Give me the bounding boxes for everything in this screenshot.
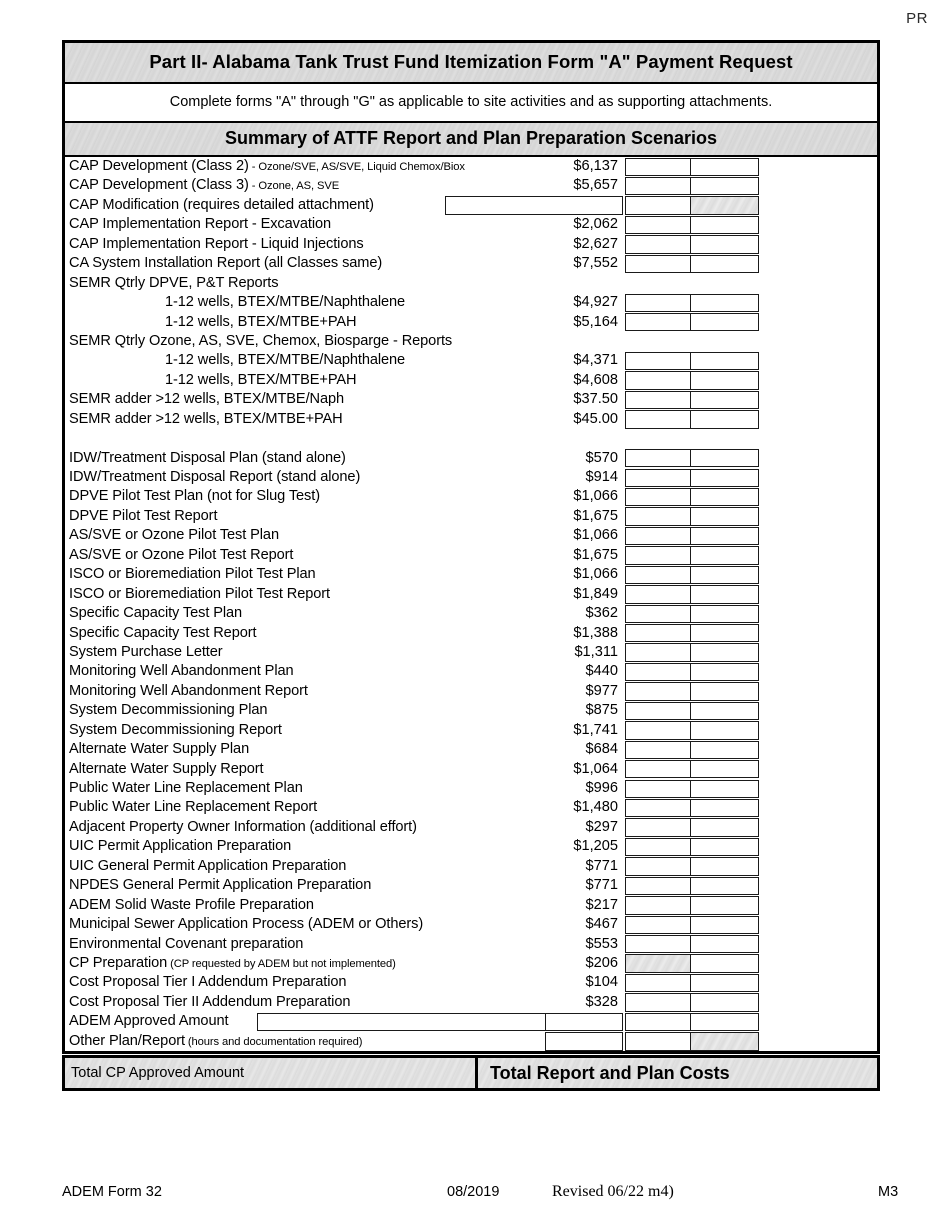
footer-date: 08/2019 bbox=[447, 1184, 500, 1200]
scenario-amount: $1,064 bbox=[573, 760, 618, 777]
scenario-row bbox=[65, 313, 877, 332]
extended-cost-input[interactable] bbox=[690, 158, 759, 176]
quantity-input[interactable] bbox=[625, 896, 691, 914]
scenario-amount: $467 bbox=[585, 916, 618, 933]
scenario-label: Specific Capacity Test Report bbox=[69, 624, 257, 641]
scenario-amount: $1,205 bbox=[573, 838, 618, 855]
scenario-label: SEMR adder >12 wells, BTEX/MTBE+PAH bbox=[69, 410, 343, 427]
scenario-label: ADEM Solid Waste Profile Preparation bbox=[69, 896, 314, 913]
quantity-input[interactable] bbox=[625, 158, 691, 176]
scenario-amount: $440 bbox=[585, 663, 618, 680]
scenario-label: NPDES General Permit Application Preparation bbox=[69, 877, 372, 894]
scenario-label: CA System Installation Report (all Classes same) bbox=[69, 255, 383, 272]
quantity-input[interactable] bbox=[625, 974, 691, 992]
scenario-label: UIC Permit Application Preparation bbox=[69, 838, 292, 855]
quantity-input[interactable] bbox=[625, 371, 691, 389]
scenario-row bbox=[65, 565, 877, 584]
scenario-label: CAP Modification (requires detailed attachment) bbox=[69, 196, 374, 213]
quantity-input[interactable] bbox=[625, 857, 691, 875]
quantity-input[interactable] bbox=[625, 449, 691, 467]
scenario-label: Monitoring Well Abandonment Report bbox=[69, 682, 308, 699]
scenario-row bbox=[65, 954, 877, 973]
quantity-input[interactable] bbox=[625, 624, 691, 642]
quantity-input[interactable] bbox=[625, 469, 691, 487]
scenario-row bbox=[65, 818, 877, 837]
scenario-label: AS/SVE or Ozone Pilot Test Report bbox=[69, 546, 294, 563]
quantity-input[interactable] bbox=[625, 935, 691, 953]
scenario-amount: $2,062 bbox=[573, 216, 618, 233]
quantity-input[interactable] bbox=[625, 566, 691, 584]
scenario-label-note: (CP requested by ADEM but not implemented) bbox=[167, 957, 396, 970]
scenario-amount: $570 bbox=[585, 449, 618, 466]
scenario-amount: $1,849 bbox=[573, 585, 618, 602]
extended-cost-input[interactable] bbox=[690, 196, 759, 214]
scenario-amount: $4,608 bbox=[573, 371, 618, 388]
scenario-row bbox=[65, 585, 877, 604]
scenario-label: DPVE Pilot Test Report bbox=[69, 507, 218, 524]
scenario-label: Cost Proposal Tier I Addendum Preparation bbox=[69, 974, 347, 991]
scenario-rows-container bbox=[65, 157, 877, 1051]
quantity-input[interactable] bbox=[625, 780, 691, 798]
footer-form-number: ADEM Form 32 bbox=[62, 1184, 162, 1200]
scenario-label: 1-12 wells, BTEX/MTBE/Naphthalene bbox=[165, 352, 406, 369]
scenario-amount: $206 bbox=[585, 954, 618, 971]
scenario-row bbox=[65, 973, 877, 992]
extended-cost-input[interactable] bbox=[690, 721, 759, 739]
quantity-input[interactable] bbox=[625, 1032, 691, 1050]
scenario-amount: $328 bbox=[585, 993, 618, 1010]
scenario-label: CAP Development (Class 2) - Ozone/SVE, AS/SVE, Liquid Chemox/Biox bbox=[69, 158, 465, 174]
extended-cost-input[interactable] bbox=[690, 818, 759, 836]
scenario-label: 1-12 wells, BTEX/MTBE+PAH bbox=[165, 371, 357, 388]
scenario-row bbox=[65, 274, 877, 293]
extended-cost-input[interactable] bbox=[690, 410, 759, 428]
scenario-label: IDW/Treatment Disposal Plan (stand alone) bbox=[69, 449, 346, 466]
extended-cost-input[interactable] bbox=[690, 449, 759, 467]
scenario-row bbox=[65, 1032, 877, 1051]
scenario-label: CAP Implementation Report - Excavation bbox=[69, 216, 331, 233]
scenario-row bbox=[65, 760, 877, 779]
form-title-banner: Part II- Alabama Tank Trust Fund Itemization Form "A" Payment Request bbox=[65, 43, 877, 84]
summary-section-header: Summary of ATTF Report and Plan Preparation Scenarios bbox=[65, 123, 877, 157]
quantity-input[interactable] bbox=[625, 702, 691, 720]
extended-cost-input[interactable] bbox=[690, 799, 759, 817]
extended-cost-input[interactable] bbox=[690, 857, 759, 875]
scenario-amount: $977 bbox=[585, 682, 618, 699]
scenario-row bbox=[65, 662, 877, 681]
scenario-row bbox=[65, 351, 877, 370]
quantity-input[interactable] bbox=[625, 507, 691, 525]
extended-cost-input[interactable] bbox=[690, 585, 759, 603]
adem-approved-secondary-input[interactable] bbox=[545, 1013, 623, 1031]
extended-cost-input[interactable] bbox=[690, 682, 759, 700]
extended-cost-input[interactable] bbox=[690, 605, 759, 623]
scenario-row bbox=[65, 915, 877, 934]
extended-cost-input[interactable] bbox=[690, 546, 759, 564]
quantity-input[interactable] bbox=[625, 527, 691, 545]
extended-cost-input[interactable] bbox=[690, 760, 759, 778]
spacer-row bbox=[65, 429, 877, 448]
quantity-input[interactable] bbox=[625, 916, 691, 934]
scenario-label: System Purchase Letter bbox=[69, 643, 223, 660]
scenario-amount: $1,066 bbox=[573, 488, 618, 505]
quantity-input[interactable] bbox=[625, 741, 691, 759]
totals-bar bbox=[62, 1055, 880, 1091]
scenario-amount: $1,480 bbox=[573, 799, 618, 816]
scenario-row bbox=[65, 410, 877, 429]
extended-cost-input[interactable] bbox=[690, 643, 759, 661]
extended-cost-input[interactable] bbox=[690, 974, 759, 992]
scenario-amount: $1,675 bbox=[573, 546, 618, 563]
scenario-row bbox=[65, 643, 877, 662]
scenario-label: Municipal Sewer Application Process (ADEM or Others) bbox=[69, 916, 424, 933]
footer-page-code: M3 bbox=[878, 1184, 899, 1200]
quantity-input[interactable] bbox=[625, 682, 691, 700]
quantity-input[interactable] bbox=[625, 663, 691, 681]
scenario-label-note: - Ozone/SVE, AS/SVE, Liquid Chemox/Biox bbox=[248, 161, 465, 173]
scenario-row bbox=[65, 390, 877, 409]
scenario-row bbox=[65, 740, 877, 759]
page-corner-mark: PR bbox=[906, 10, 928, 27]
extended-cost-input[interactable] bbox=[690, 527, 759, 545]
extended-cost-input[interactable] bbox=[690, 566, 759, 584]
scenario-amount: $7,552 bbox=[573, 255, 618, 272]
scenario-amount: $1,311 bbox=[574, 643, 618, 660]
scenario-amount: $217 bbox=[585, 896, 618, 913]
scenario-row bbox=[65, 507, 877, 526]
scenario-label: ISCO or Bioremediation Pilot Test Report bbox=[69, 585, 330, 602]
quantity-input[interactable] bbox=[625, 585, 691, 603]
quantity-input[interactable] bbox=[625, 993, 691, 1011]
scenario-row bbox=[65, 624, 877, 643]
scenario-amount: $684 bbox=[585, 741, 618, 758]
footer-revision: Revised 06/22 m4) bbox=[552, 1183, 674, 1200]
extended-cost-input[interactable] bbox=[690, 391, 759, 409]
extended-cost-input[interactable] bbox=[690, 488, 759, 506]
form-instructions: Complete forms "A" through "G" as applicable to site activities and as supporting attachments. bbox=[65, 84, 877, 123]
scenario-amount: $771 bbox=[585, 877, 618, 894]
quantity-input[interactable] bbox=[625, 605, 691, 623]
scenario-row bbox=[65, 235, 877, 254]
scenario-label-note: (hours and documentation required) bbox=[184, 1035, 363, 1048]
extended-cost-input[interactable] bbox=[690, 1032, 759, 1050]
scenario-row bbox=[65, 546, 877, 565]
quantity-input[interactable] bbox=[625, 216, 691, 234]
quantity-input[interactable] bbox=[625, 196, 691, 214]
scenario-row bbox=[65, 701, 877, 720]
scenario-label: CAP Development (Class 3) - Ozone, AS, SVE bbox=[69, 177, 340, 194]
scenario-row bbox=[65, 876, 877, 895]
scenario-amount: $362 bbox=[585, 605, 618, 622]
extended-cost-input[interactable] bbox=[690, 294, 759, 312]
scenario-row bbox=[65, 837, 877, 856]
extended-cost-input[interactable] bbox=[690, 216, 759, 234]
scenario-row bbox=[65, 682, 877, 701]
extended-cost-input[interactable] bbox=[690, 916, 759, 934]
quantity-input[interactable] bbox=[625, 546, 691, 564]
scenario-row bbox=[65, 798, 877, 817]
scenario-row bbox=[65, 487, 877, 506]
scenario-label: 1-12 wells, BTEX/MTBE+PAH bbox=[165, 313, 357, 330]
extended-cost-input[interactable] bbox=[690, 954, 759, 972]
payment-request-form bbox=[62, 40, 880, 1054]
quantity-input[interactable] bbox=[625, 410, 691, 428]
extended-cost-input[interactable] bbox=[690, 877, 759, 895]
quantity-input[interactable] bbox=[625, 799, 691, 817]
quantity-input[interactable] bbox=[625, 352, 691, 370]
extended-cost-input[interactable] bbox=[690, 993, 759, 1011]
scenario-amount: $996 bbox=[585, 780, 618, 796]
scenario-row bbox=[65, 371, 877, 390]
quantity-input[interactable] bbox=[625, 838, 691, 856]
scenario-amount: $771 bbox=[585, 857, 618, 874]
extended-cost-input[interactable] bbox=[690, 1013, 759, 1031]
scenario-row bbox=[65, 993, 877, 1012]
scenario-amount: $914 bbox=[585, 469, 618, 485]
scenario-amount: $1,741 bbox=[573, 721, 618, 738]
scenario-label-note: - Ozone, AS, SVE bbox=[248, 180, 340, 193]
scenario-row bbox=[65, 857, 877, 876]
other-plan-amount-input[interactable] bbox=[545, 1032, 623, 1050]
quantity-input[interactable] bbox=[625, 488, 691, 506]
adem-approved-amount-input[interactable] bbox=[257, 1013, 547, 1031]
quantity-input[interactable] bbox=[625, 294, 691, 312]
scenario-amount: $1,388 bbox=[573, 624, 618, 641]
scenario-label: CAP Implementation Report - Liquid Injections bbox=[69, 235, 364, 252]
quantity-input[interactable] bbox=[625, 391, 691, 409]
extended-cost-input[interactable] bbox=[690, 702, 759, 720]
scenario-amount: $6,137 bbox=[573, 158, 618, 174]
scenario-label: IDW/Treatment Disposal Report (stand alone) bbox=[69, 469, 361, 485]
scenario-row bbox=[65, 1012, 877, 1031]
total-report-and-plan-costs-cell: Total Report and Plan Costs bbox=[478, 1058, 877, 1088]
amount-input[interactable] bbox=[445, 196, 623, 214]
scenario-label: Alternate Water Supply Plan bbox=[69, 741, 250, 758]
extended-cost-input[interactable] bbox=[690, 935, 759, 953]
scenario-label: SEMR adder >12 wells, BTEX/MTBE/Naph bbox=[69, 391, 345, 408]
scenario-label: Public Water Line Replacement Report bbox=[69, 799, 318, 816]
scenario-label: DPVE Pilot Test Plan (not for Slug Test) bbox=[69, 488, 320, 505]
extended-cost-input[interactable] bbox=[690, 896, 759, 914]
extended-cost-input[interactable] bbox=[690, 352, 759, 370]
scenario-row bbox=[65, 332, 877, 351]
extended-cost-input[interactable] bbox=[690, 838, 759, 856]
extended-cost-input[interactable] bbox=[690, 235, 759, 253]
scenario-label: System Decommissioning Plan bbox=[69, 702, 268, 719]
scenario-label: Other Plan/Report (hours and documentation required) bbox=[69, 1032, 363, 1049]
scenario-row bbox=[65, 721, 877, 740]
extended-cost-input[interactable] bbox=[690, 507, 759, 525]
scenario-amount: $104 bbox=[585, 974, 618, 991]
scenario-label: SEMR Qtrly Ozone, AS, SVE, Chemox, Biosparge - Reports bbox=[69, 332, 453, 349]
quantity-input[interactable] bbox=[625, 818, 691, 836]
extended-cost-input[interactable] bbox=[690, 663, 759, 681]
scenario-row bbox=[65, 196, 877, 215]
scenario-amount: $297 bbox=[585, 818, 618, 835]
scenario-label: AS/SVE or Ozone Pilot Test Plan bbox=[69, 527, 279, 544]
quantity-input[interactable] bbox=[625, 313, 691, 331]
scenario-row bbox=[65, 935, 877, 954]
extended-cost-input[interactable] bbox=[690, 313, 759, 331]
page-footer bbox=[0, 1180, 950, 1204]
scenario-label: Alternate Water Supply Report bbox=[69, 760, 264, 777]
total-cp-approved-amount-cell: Total CP Approved Amount bbox=[65, 1058, 478, 1088]
scenario-amount: $4,927 bbox=[573, 294, 618, 311]
scenario-label: SEMR Qtrly DPVE, P&T Reports bbox=[69, 274, 279, 291]
scenario-label: Public Water Line Replacement Plan bbox=[69, 780, 303, 796]
scenario-label: UIC General Permit Application Preparation bbox=[69, 857, 347, 874]
scenario-amount: $553 bbox=[585, 935, 618, 952]
scenario-amount: $37.50 bbox=[573, 391, 618, 408]
scenario-row bbox=[65, 157, 877, 176]
scenario-row bbox=[65, 779, 877, 798]
scenario-label: Environmental Covenant preparation bbox=[69, 935, 304, 952]
scenario-label: Cost Proposal Tier II Addendum Preparation bbox=[69, 993, 351, 1010]
quantity-input[interactable] bbox=[625, 235, 691, 253]
scenario-amount: $5,164 bbox=[573, 313, 618, 330]
scenario-amount: $875 bbox=[585, 702, 618, 719]
scenario-row bbox=[65, 293, 877, 312]
extended-cost-input[interactable] bbox=[690, 255, 759, 273]
extended-cost-input[interactable] bbox=[690, 741, 759, 759]
scenario-row bbox=[65, 526, 877, 545]
scenario-label: System Decommissioning Report bbox=[69, 721, 282, 738]
extended-cost-input[interactable] bbox=[690, 177, 759, 195]
extended-cost-input[interactable] bbox=[690, 624, 759, 642]
scenario-amount: $4,371 bbox=[573, 352, 618, 369]
quantity-input[interactable] bbox=[625, 877, 691, 895]
quantity-input[interactable] bbox=[625, 760, 691, 778]
extended-cost-input[interactable] bbox=[690, 371, 759, 389]
scenario-label: ISCO or Bioremediation Pilot Test Plan bbox=[69, 566, 316, 583]
scenario-row bbox=[65, 896, 877, 915]
scenario-label: Specific Capacity Test Plan bbox=[69, 605, 243, 622]
extended-cost-input[interactable] bbox=[690, 469, 759, 487]
scenario-row bbox=[65, 468, 877, 487]
quantity-input[interactable] bbox=[625, 721, 691, 739]
quantity-input[interactable] bbox=[625, 643, 691, 661]
scenario-amount: $1,066 bbox=[573, 566, 618, 583]
scenario-amount: $1,675 bbox=[573, 507, 618, 524]
scenario-label: ADEM Approved Amount bbox=[69, 1013, 229, 1030]
quantity-input[interactable] bbox=[625, 177, 691, 195]
scenario-row bbox=[65, 254, 877, 273]
quantity-input[interactable] bbox=[625, 1013, 691, 1031]
scenario-row bbox=[65, 176, 877, 195]
scenario-amount: $5,657 bbox=[573, 177, 618, 194]
scenario-label: Adjacent Property Owner Information (additional effort) bbox=[69, 818, 417, 835]
scenario-row bbox=[65, 215, 877, 234]
scenario-amount: $45.00 bbox=[573, 410, 618, 427]
scenario-row bbox=[65, 449, 877, 468]
scenario-amount: $2,627 bbox=[573, 235, 618, 252]
scenario-label: CP Preparation (CP requested by ADEM but not implemented) bbox=[69, 954, 396, 971]
extended-cost-input[interactable] bbox=[690, 780, 759, 798]
scenario-row bbox=[65, 604, 877, 623]
quantity-input[interactable] bbox=[625, 954, 691, 972]
quantity-input[interactable] bbox=[625, 255, 691, 273]
scenario-label: 1-12 wells, BTEX/MTBE/Naphthalene bbox=[165, 294, 406, 311]
scenario-label: Monitoring Well Abandonment Plan bbox=[69, 663, 294, 680]
scenario-amount: $1,066 bbox=[573, 527, 618, 544]
